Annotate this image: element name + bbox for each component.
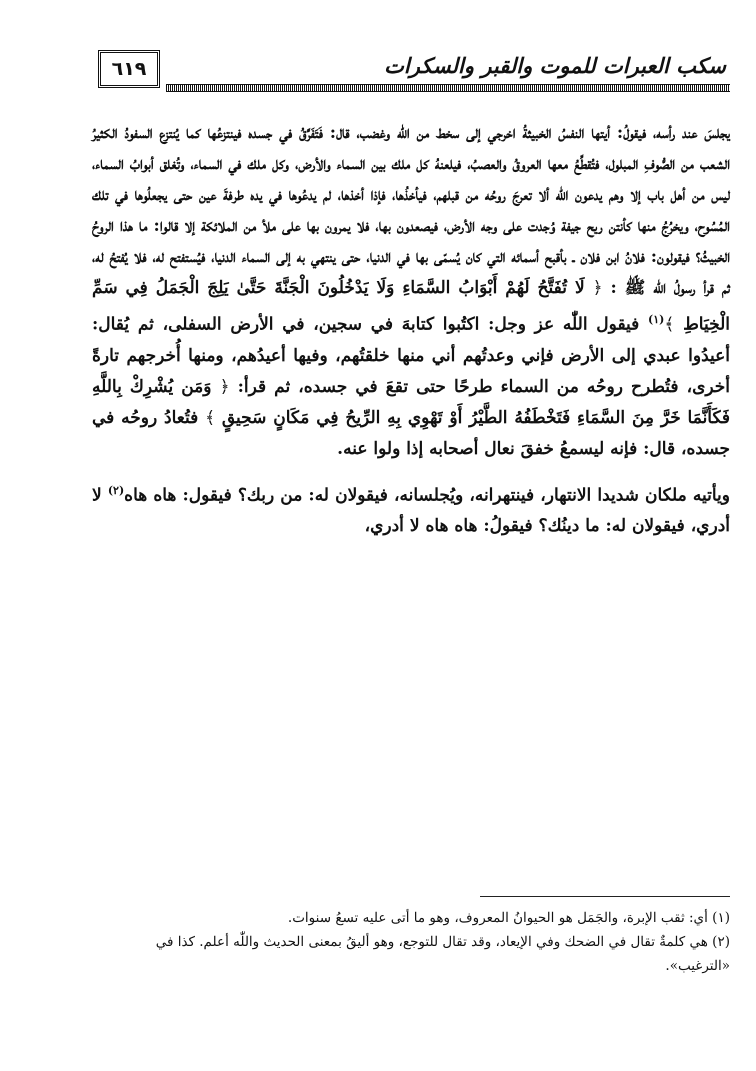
- footnote-separator: [480, 896, 730, 897]
- quran-verse: لَا تُفَتَّحُ لَهُمْ أَبْوَابُ السَّمَاءِ وَلَا يَدْخُلُونَ الْجَنَّةَ حَتَّىٰ يَلِجَ الْجَمَلُ فِي سَمِّ الْخِيَاطِ: [92, 278, 730, 335]
- page-number: ٦١٩: [98, 50, 160, 88]
- text-run: فتُعادُ روحُه في جسده، قال: فإنه ليسمعُ خفقَ نعال أصحابه إذا ولوا عنه.: [92, 407, 730, 459]
- footnote-text: أي: ثقب الإبرة، والجَمَل هو الحيوانُ المعروف، وهو ما أتى عليه تسعُ سنوات.: [287, 910, 708, 926]
- text-run: فيقول اللّٰه عز وجل: اكتُبوا كتابهَ في سجين، في الأرض السفلى، ثم يُقال: أعيدُوا عبدي إلى الأرض فإني وعدتُهم أني منها خلقتُهم، وفيها أعيدُهم، ومنها أُخرجهم تارةً أخرى، فتُطرح روحُه من السماء طرحًا حتى تقعَ في جسده، ثم قرأ:: [92, 314, 730, 397]
- text-run: ويأتيه ملكان شديدا الانتهار، فينتهرانه، ويُجلسانه، فيقولان له: من ربك؟ فيقول: هاه هاه: [124, 485, 730, 506]
- main-text: [92, 118, 730, 542]
- ornate-bracket: ﴿: [592, 278, 603, 298]
- footnote-reference: (١): [648, 313, 665, 326]
- ornate-bracket: ﴾: [664, 314, 675, 335]
- footnotes: [92, 906, 730, 978]
- running-title: سكب العبرات للموت والقبر والسكرات: [384, 54, 726, 78]
- quran-verse: وَمَن يُشْرِكْ بِاللَّهِ فَكَأَنَّمَا خَرَّ مِنَ السَّمَاءِ فَتَخْطَفُهُ الطَّيْرُ أَوْ تَهْوِي بِهِ الرِّيحُ فِي مَكَانٍ سَحِيقٍ: [92, 376, 730, 428]
- ornate-bracket: ﴾: [205, 407, 216, 428]
- ornate-bracket: ﴿: [219, 376, 230, 397]
- footnote: [92, 930, 730, 978]
- text-run: يجلسَ عند رأسه، فيقولُ: أيتها النفسُ الخبيثةُ اخرجي إلى سخط من اللّٰه وغضب، قال: فَتَفَرَّقُ في جسده فينتزعُها كما يُنتزع السفودُ الكثيرُ الشعب من الصُّوفِ المبلول، فتُقطِّعُ معها العروقُ والعصبُ، فيلعنهُ كل ملك بين السماء والأرض، وكل ملك في السماء، وتُغلق أبوابُ السماء، ليس من أهل باب إلا وهم يدعون اللّٰه ألا تعرجَ روحُه من قبلهم، فيأخذُها، فإذا أخذها، لم يدعُوها في يده طرفةَ عين حتى يجعلُوها في تلك المُسُوح، ويخرُجُ منها كأنتن ريح جيفة وُجدت على وجه الأرض، فيصعدون بها، فلا يمرون بها على ملأ من الملائكة إلا قالوا: ما هذا الروحُ الخبيثُ؟ فيقولون: فلانُ ابن فلان ـ بأقبح أسمائه التي كان يُسمّى بها في الدنيا، حتى ينتهي به إلى السماء الدنيا، فيُستفتح له، فلا يُفتحُ له، ثم قرأ رسولُ اللّٰه ﷺ :: [92, 123, 730, 298]
- footnote-label: (١): [712, 910, 730, 926]
- text-run: لا أدري، فيقولان له: ما دينُك؟ فيقولُ: هاه هاه لا أدري،: [92, 485, 730, 537]
- footnote: [92, 906, 730, 930]
- footnote-reference: (٢): [107, 483, 125, 497]
- body-paragraph: [92, 475, 730, 543]
- footnote-label: (٢): [712, 934, 730, 950]
- page-header: [98, 50, 730, 94]
- header-rule: [166, 84, 730, 92]
- footnote-text: هي كلمةٌ تقال في الضحك وفي الإيعاد، وقد تقال للتوجع، وهو أليقُ بمعنى الحديث واللّٰه أعلم. كذا في «الترغيب».: [155, 934, 730, 974]
- body-paragraph: [92, 118, 730, 465]
